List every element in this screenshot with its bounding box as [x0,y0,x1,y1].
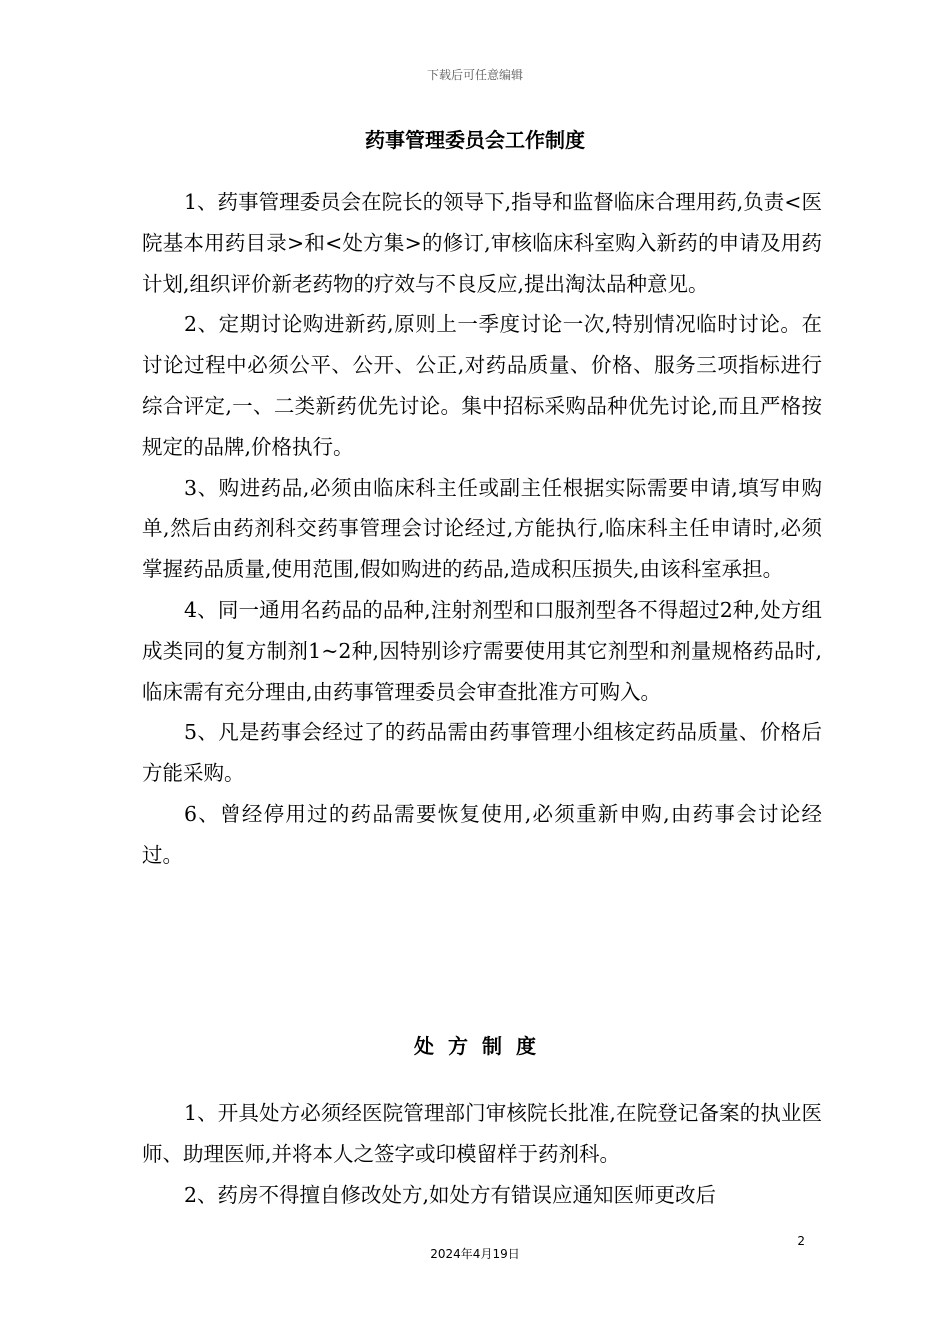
page-number: 2 [797,1234,805,1248]
paragraph: 1、药事管理委员会在院长的领导下,指导和监督临床合理用药,负责<医院基本用药目录>和<处方集>的修订,审核临床科室购入新药的申请及用药计划,组织评价新老药物的疗效与不良反应,提出淘汰品种意见。 [142,190,822,296]
paragraph: 2、定期讨论购进新药,原则上一季度讨论一次,特别情况临时讨论。在讨论过程中必须公平、公开、公正,对药品质量、价格、服务三项指标进行综合评定,一、二类新药优先讨论。集中招标采购品种优先讨论,而且严格按规定的品牌,价格执行。 [142,312,822,459]
section-body-prescription [142,1093,822,1215]
header-note: 下载后可任意编辑 [426,68,523,82]
section-body-drug-committee [142,182,822,876]
paragraph: 1、开具处方必须经医院管理部门审核院长批准,在院登记备案的执业医师、助理医师,并将本人之签字或印模留样于药剂科。 [142,1101,822,1166]
paragraph: 2、药房不得擅自修改处方,如处方有错误应通知医师更改后 [184,1182,717,1207]
footer-date: 2024年4月19日 [430,1247,520,1261]
paragraph: 6、曾经停用过的药品需要恢复使用,必须重新申购,由药事会讨论经过。 [142,801,822,867]
paragraph: 5、凡是药事会经过了的药品需由药事管理小组核定药品质量、价格后方能采购。 [142,720,822,786]
section-title-prescription: 处方制度 [414,1034,550,1058]
paragraph: 4、同一通用名药品的品种,注射剂型和口服剂型各不得超过2种,处方组成类同的复方制剂1~2种,因特别诊疗需要使用其它剂型和剂量规格药品时,临床需有充分理由,由药事管理委员会审查批准方可购入。 [142,597,822,704]
section-title-drug-committee: 药事管理委员会工作制度 [365,128,585,152]
paragraph: 3、购进药品,必须由临床科主任或副主任根据实际需要申请,填写申购单,然后由药剂科交药事管理会讨论经过,方能执行,临床科主任申请时,必须掌握药品质量,使用范围,假如购进的药品,造成积压损失,由该科室承担。 [142,475,822,582]
